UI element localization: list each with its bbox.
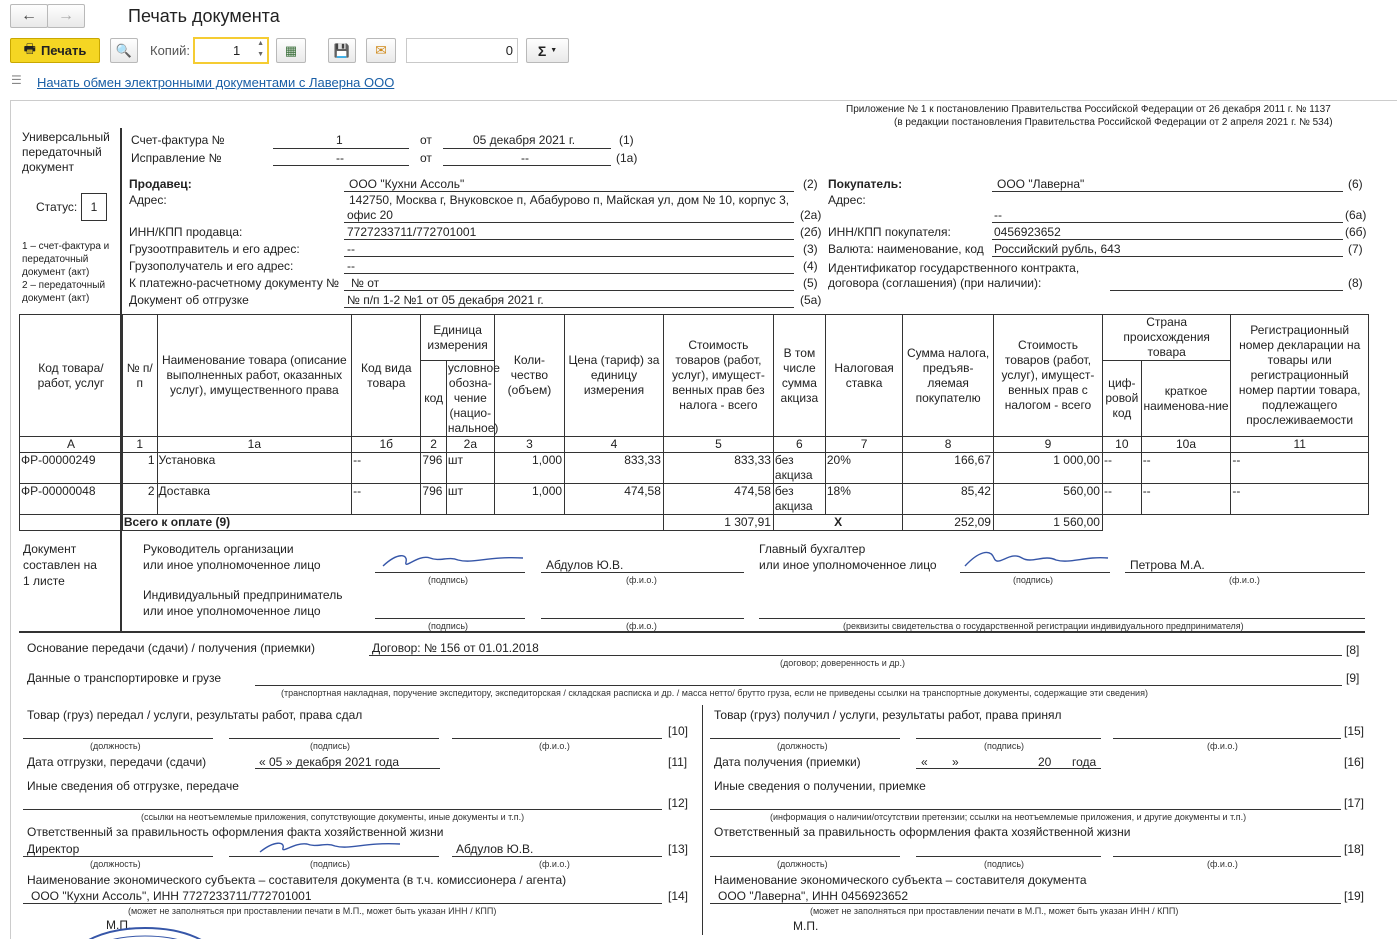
status-label: Статус: [36,200,78,214]
head-signature [378,548,528,574]
print-button[interactable] [10,38,100,63]
stamp-seal [70,920,220,939]
table-edit-icon: ▦ [284,42,298,58]
copies-input[interactable] [193,37,269,64]
sum-value: 0 [505,43,513,58]
cell-kind: -- [352,484,421,515]
code-label: [8] [1346,643,1360,657]
buyer-inn-label: ИНН/КПП покупателя: [828,225,951,239]
cell-decl: -- [1231,484,1369,515]
code-label: (5) [803,276,818,290]
entity2-value: ООО "Лаверна", ИНН 0456923652 [718,889,908,903]
entity-value: ООО "Кухни Ассоль", ИНН 7727233711/772701001 [31,889,312,903]
hint: (ф.и.о.) [626,575,657,585]
column-number: 7 [825,437,902,453]
hint: (подпись) [310,741,351,751]
code-label: [10] [668,724,689,738]
from-label: от [420,133,432,147]
upd-title-2: передаточный [22,145,102,159]
consignee-label: Грузополучатель и его адрес: [129,259,294,273]
header-cell: Коли-чество (объем) [494,315,564,437]
total-total: 1 560,00 [993,515,1102,531]
cell-total: 560,00 [993,484,1102,515]
resp-signature [255,836,405,858]
cell-price: 833,33 [565,453,664,484]
header-cell: Налоговая ставка [825,315,902,437]
transport-label: Данные о транспортировке и грузе [27,671,222,685]
total-sum: 1 307,91 [663,515,773,531]
code-label: (2) [803,177,818,191]
doc-pages: составлен на [23,558,97,572]
code-label: [19] [1344,889,1365,903]
got-label: Товар (груз) получил / услуги, результаты работ, права принял [714,708,1062,722]
header-cell: Стоимость товаров (работ, услуг), имущест-венных прав с налогом - всего [993,315,1102,437]
hint: (реквизиты свидетельства о государственной регистрации индивидуального предпринимателя) [843,621,1244,631]
hint: (ф.и.о.) [539,741,570,751]
cell-n: 1 [122,453,157,484]
code-label: [18] [1344,842,1365,856]
cell-country-code: -- [1102,453,1141,484]
contract-label: договора (соглашения) (при наличии): [828,276,1042,290]
basis-value: Договор: № 156 от 01.01.2018 [372,641,539,655]
entity2-label: Наименование экономического субъекта – составителя документа [714,873,1087,887]
column-number: 10а [1141,437,1231,453]
cell-qty: 1,000 [494,453,564,484]
hint: (подпись) [1013,575,1054,585]
shipper-value: -- [347,242,355,256]
header-cell: Код вида товара [352,315,421,437]
shipdoc-label: Документ об отгрузке [129,293,249,307]
status-note: передаточный [22,254,89,265]
column-number: 1 [122,437,157,453]
hint: (ф.и.о.) [1229,575,1260,585]
total-label: Всего к оплате (9) [122,515,663,531]
code-label: [9] [1346,671,1360,685]
header-cell: краткое наименова-ние [1141,361,1231,437]
cell-tax: 85,42 [903,484,994,515]
code-label: (6б) [1345,225,1367,239]
column-number: 1а [157,437,352,453]
basis-label: Основание передачи (сдачи) / получения (приемки) [27,641,315,655]
header-cell: Стоимость товаров (работ, услуг), имущест-венных прав без налога - всего [663,315,773,437]
column-number: 2 [421,437,446,453]
hint: (ф.и.о.) [539,859,570,869]
floppy-icon: 💾 [333,42,351,58]
header-cell: циф-ровой код [1102,361,1141,437]
column-number: 1б [352,437,421,453]
upd-title-3: документ [22,160,74,174]
ip-label: Индивидуальный предприниматель [143,588,343,602]
address-label: Адрес: [129,193,167,207]
appendix-line-1: Приложение № 1 к постановлению Правительства Российской Федерации от 26 декабря 2011 г. № 1137 [846,104,1331,115]
total-row [20,515,1369,531]
table-settings-button[interactable] [276,38,306,63]
hint: (может не заполняться при проставлении печати в М.П., может быть указан ИНН / КПП) [128,906,497,916]
code-label: (6а) [1345,208,1367,222]
head-label: или иное уполномоченное лицо [143,558,321,572]
code-label: (8) [1348,276,1363,290]
arrow-left-icon: ← [21,7,37,24]
resp-position: Директор [27,842,80,856]
header-cell: Цена (тариф) за единицу измерения [565,315,664,437]
correction-date: -- [521,151,529,165]
doc-pages: 1 листе [23,574,65,588]
printer-icon: 🖶 [23,40,36,56]
magnifier-icon: 🔍 [115,42,133,58]
header-cell: Страна происхождения товара [1102,315,1230,361]
cell-price: 474,58 [565,484,664,515]
code-label: [15] [1344,724,1365,738]
cell-excise: без акциза [773,484,825,515]
chevron-down-icon: ▼ [550,47,558,54]
mp-label: М.П. [106,918,132,932]
cell-unit: шт [446,484,494,515]
upd-title-1: Универсальный [22,130,110,144]
code-label: (2а) [800,208,822,222]
correction-number: -- [336,151,344,165]
seller-inn-label: ИНН/КПП продавца: [129,225,243,239]
buyer-label: Покупатель: [828,177,903,191]
sum-button[interactable] [526,38,569,63]
status-box: 1 [81,193,107,221]
chief-label: Главный бухгалтер [759,542,866,556]
header-cell: Регистрационный номер декларации на товары или регистрационный номер партии товара, подлежащего прослеживаемости [1231,315,1369,437]
table-row [20,453,1369,484]
hint: (ф.и.о.) [1207,741,1238,751]
cell-excise: без акциза [773,453,825,484]
header-cell: Код товара/ работ, услуг [20,315,123,437]
recv-word: года [1072,755,1097,769]
code-label: [13] [668,842,689,856]
forward-button[interactable] [47,4,85,28]
seller-address: офис 20 [347,208,393,222]
hint: (договор; доверенность и др.) [780,658,906,668]
invoice-date: 05 декабря 2021 г. [473,133,576,147]
from-label: от [420,151,432,165]
resp-name: Абдулов Ю.В. [456,842,534,856]
print-label: Печать [40,43,87,58]
column-number: 6 [773,437,825,453]
exchange-link[interactable]: Начать обмен электронными документами с Лаверна ООО [37,75,395,90]
spin-down-icon[interactable]: ▼ [257,51,264,58]
code-label: (4) [803,259,818,273]
currency-value: Российский рубль, 643 [994,242,1121,256]
chief-label: или иное уполномоченное лицо [759,558,937,572]
recv-year: 20 [1038,755,1052,769]
gave-label: Товар (груз) передал / услуги, результаты работ, права сдал [27,708,363,722]
code-label: (6) [1348,177,1363,191]
hint: (информация о наличии/отсутствии претензии; ссылки на неотъемлемые приложения, и другие документы и т.п.) [770,812,1247,822]
cell-total: 1 000,00 [993,453,1102,484]
consignee-value: -- [347,259,355,273]
payment-value: № от [351,276,380,290]
save-button[interactable] [328,38,356,63]
cell-qty: 1,000 [494,484,564,515]
cell-sum: 833,33 [663,453,773,484]
code-label: (2б) [800,225,822,239]
header-cell: В том числе сумма акциза [773,315,825,437]
seller-address: 142750, Москва г, Внуковское п, Абабурово п, Майская ул, дом № 10, корпус 3, [349,193,790,207]
buyer-inn: 0456923652 [994,225,1061,239]
ip-label: или иное уполномоченное лицо [143,604,321,618]
spin-up-icon[interactable]: ▲ [257,40,264,47]
code-label: [11] [668,755,688,769]
buyer-address: -- [994,208,1002,222]
resp-label: Ответственный за правильность оформления факта хозяйственной жизни [27,825,444,839]
exchange-icon: ☰ [11,73,22,87]
cell-tax: 166,67 [903,453,994,484]
cell-name: Доставка [157,484,352,515]
buyer-address-label: Адрес: [828,193,866,207]
chief-name: Петрова М.А. [1130,558,1205,572]
code-label: [17] [1344,796,1365,810]
shipdoc-value: № п/п 1-2 №1 от 05 декабря 2021 г. [347,293,544,307]
doc-pages: Документ [23,542,77,556]
header-cell: условное обозна-чение (нацио-нальное) [447,361,500,435]
ship-date-value: « 05 » декабря 2021 года [259,755,400,769]
code-label: (1а) [616,151,638,165]
sum-field[interactable] [406,38,518,63]
seller-inn: 7727233711/772701001 [347,225,477,239]
cell-n: 2 [122,484,157,515]
invoice-number: 1 [336,133,343,147]
column-number: А [20,437,123,453]
status-note: документ (акт) [22,293,90,304]
copies-label: Копий: [150,43,190,58]
cell-country-code: -- [1102,484,1141,515]
mp-label: М.П. [793,919,819,933]
code-label: (3) [803,242,818,256]
cell-sum: 474,58 [663,484,773,515]
arrow-right-icon: → [58,7,74,24]
recv-quote: » [952,755,959,769]
hint: (подпись) [984,859,1025,869]
code-label: [14] [668,889,689,903]
cell-rate: 20% [825,453,902,484]
email-button[interactable] [366,38,396,63]
total-tax: 252,09 [903,515,994,531]
sigma-icon: Σ [537,42,547,59]
header-cell: Сумма налога, предъяв-ляемая покупателю [903,315,994,437]
currency-label: Валюта: наименование, код [828,242,984,256]
appendix-line-2: (в редакции постановления Правительства Российской Федерации от 2 апреля 2021 г. № 534) [894,117,1333,128]
other-ship-label: Иные сведения об отгрузке, передаче [27,779,239,793]
column-number: 11 [1231,437,1369,453]
head-label: Руководитель организации [143,542,294,556]
hint: (ф.и.о.) [1207,859,1238,869]
hint: (подпись) [984,741,1025,751]
seller-value: ООО "Кухни Ассоль" [349,177,465,191]
code-label: (7) [1348,242,1363,256]
header-cell: код [421,361,446,437]
window-title: Печать документа [128,6,280,26]
table-row [20,484,1369,515]
column-number: 2а [446,437,494,453]
status-note: 1 – счет-фактура и [22,241,110,252]
hint: (должность) [90,741,141,751]
column-number: 4 [565,437,664,453]
column-number: 9 [993,437,1102,453]
hint: (подпись) [428,575,469,585]
code-label: [12] [668,796,689,810]
total-excise: X [773,515,902,531]
header-cell: № п/п [122,315,157,437]
column-number: 10 [1102,437,1141,453]
cell-unit-code: 796 [421,484,446,515]
seller-label: Продавец: [129,177,192,191]
buyer-value: ООО "Лаверна" [997,177,1085,191]
cell-name: Установка [157,453,352,484]
hint: (транспортная накладная, поручение экспедитору, экспедиторская / складская расписка и др. / масса нетто/ брутто груза, если не приведены ссылки на транспортные документы, содержащие эти сведения) [281,688,1148,698]
head-name: Абдулов Ю.В. [546,558,624,572]
shipper-label: Грузоотправитель и его адрес: [129,242,300,256]
code-label: [16] [1344,755,1365,769]
hint: (должность) [777,859,828,869]
chief-signature [960,546,1110,572]
hint: (подпись) [310,859,351,869]
hint: (должность) [777,741,828,751]
cell-country: -- [1141,484,1231,515]
preview-button[interactable] [110,38,138,63]
resp2-label: Ответственный за правильность оформления факта хозяйственной жизни [714,825,1131,839]
recv-quote: « [921,755,928,769]
hint: (должность) [90,859,141,869]
back-button[interactable] [10,4,48,28]
column-number: 3 [494,437,564,453]
contract-label: Идентификатор государственного контракта, [828,261,1080,275]
hint: (ссылки на неотъемлемые приложения, сопутствующие документы, иные документы и т.п.) [141,812,525,822]
cell-kind: -- [352,453,421,484]
items-table [19,314,1369,531]
cell-country: -- [1141,453,1231,484]
other-recv-label: Иные сведения о получении, приемке [714,779,926,793]
column-number: 8 [903,437,994,453]
column-number: 5 [663,437,773,453]
hint: (ф.и.о.) [626,621,657,631]
correction-label: Исправление № [131,151,222,165]
hint: (подпись) [428,621,469,631]
cell-code: ФР-00000249 [20,453,123,484]
cell-unit: шт [446,453,494,484]
invoice-label: Счет-фактура № [131,133,225,147]
recv-date-label: Дата получения (приемки) [714,755,861,769]
code-label: (5а) [800,293,822,307]
entity-label: Наименование экономического субъекта – составителя документа (в т.ч. комиссионера / агента) [27,873,567,887]
header-cell: Наименование товара (описание выполненных работ, оказанных услуг), имущественного права [157,315,352,437]
payment-label: К платежно-расчетному документу № [129,276,340,290]
code-label: (1) [619,133,634,147]
status-note: 2 – передаточный [22,280,106,291]
header-cell: Единица измерения [421,315,494,361]
cell-decl: -- [1231,453,1369,484]
cell-code: ФР-00000048 [20,484,123,515]
cell-unit-code: 796 [421,453,446,484]
cell-rate: 18% [825,484,902,515]
ship-date-label: Дата отгрузки, передачи (сдачи) [27,755,207,769]
envelope-icon: ✉ [375,42,387,58]
copies-value: 1 [233,43,241,58]
status-note: документ (акт) [22,267,90,278]
hint: (может не заполняться при проставлении печати в М.П., может быть указан ИНН / КПП) [810,906,1179,916]
